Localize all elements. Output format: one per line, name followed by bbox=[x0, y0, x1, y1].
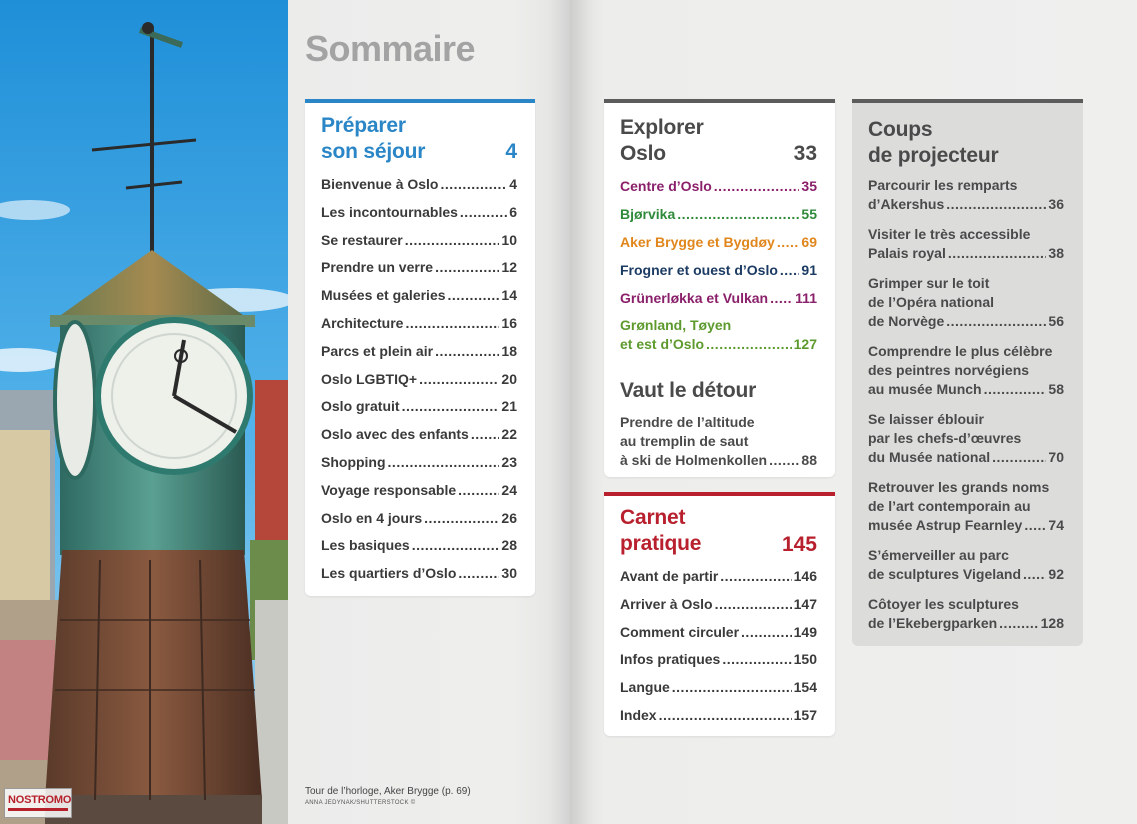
entry-label: Bienvenue à Oslo bbox=[321, 176, 439, 192]
toc-entry[interactable] bbox=[620, 568, 817, 584]
entry-page: 150 bbox=[793, 651, 817, 668]
toc-entry[interactable]: Côtoyer les sculptures de l’Ekebergparken ..... 128 bbox=[868, 595, 1064, 633]
section-page: 4 bbox=[505, 140, 517, 163]
entry-page: 157 bbox=[793, 707, 817, 723]
entry-page: 91 bbox=[801, 262, 817, 278]
section-title: Préparer son séjour bbox=[321, 114, 426, 163]
entry-label: Les incontournables bbox=[321, 203, 458, 220]
entry-page: 14 bbox=[501, 287, 517, 304]
toc-entry[interactable] bbox=[620, 651, 817, 667]
toc-entry[interactable] bbox=[321, 482, 517, 498]
toc-entry[interactable] bbox=[321, 454, 517, 470]
toc-entry[interactable] bbox=[620, 679, 817, 695]
toc-entry[interactable]: Comprendre le plus célèbre des peintres norvégiens au musée Munch ..... 58 bbox=[868, 342, 1064, 399]
toc-entry[interactable] bbox=[321, 510, 517, 526]
book-gutter bbox=[548, 0, 592, 824]
entry-page: 146 bbox=[793, 568, 817, 584]
entry-label: Parcs et plein air bbox=[321, 342, 434, 359]
photo-credit: ANNA JEDYNAK/SHUTTERSTOCK © bbox=[305, 800, 416, 806]
watermark-text: NOSTROMO bbox=[8, 794, 72, 806]
toc-entry[interactable]: Se laisser éblouir par les chefs-d’œuvres du Musée national ..... 70 bbox=[868, 410, 1064, 467]
entry-label: Index bbox=[620, 707, 657, 723]
section-title: Explorer Oslo bbox=[620, 116, 704, 165]
watermark-logo bbox=[4, 788, 72, 818]
section-preparer bbox=[305, 99, 535, 596]
toc-entry[interactable]: Parcourir les remparts d’Akershus ..... 36 bbox=[868, 176, 1064, 214]
toc-entry[interactable] bbox=[321, 537, 517, 553]
entry-label: Frogner et ouest d’Oslo bbox=[620, 262, 778, 278]
entry-page: 18 bbox=[501, 342, 517, 359]
toc-entry[interactable] bbox=[321, 287, 517, 303]
entry-label: Prendre un verre bbox=[321, 259, 434, 276]
detour-title: Vaut le détour bbox=[620, 379, 757, 402]
entry-page: 154 bbox=[793, 679, 817, 696]
toc-entry[interactable] bbox=[321, 176, 517, 192]
entry-label: Langue bbox=[620, 679, 670, 696]
entry-label: Comment circuler bbox=[620, 623, 740, 640]
toc-entry[interactable] bbox=[321, 565, 517, 581]
entry-label: Les quartiers d’Oslo bbox=[321, 565, 457, 582]
toc-entry[interactable]: Grønland, Tøyen et est d’Oslo ..... 127 bbox=[620, 316, 817, 354]
entry-page: 147 bbox=[793, 595, 817, 612]
toc-entry[interactable] bbox=[620, 206, 817, 222]
section-carnet bbox=[604, 492, 835, 736]
toc-entry[interactable] bbox=[620, 624, 817, 640]
section-coups bbox=[852, 99, 1083, 646]
entry-page: 16 bbox=[501, 315, 517, 331]
toc-entry[interactable] bbox=[321, 259, 517, 275]
entry-page: 24 bbox=[501, 481, 517, 498]
entry-label: Musées et galeries bbox=[321, 287, 446, 304]
toc-entry[interactable] bbox=[620, 707, 817, 723]
section-title: Carnet pratique bbox=[620, 506, 702, 555]
entry-page: 12 bbox=[501, 259, 517, 276]
toc-entry[interactable] bbox=[321, 371, 517, 387]
section-page: 33 bbox=[793, 142, 817, 165]
entry-label: Oslo avec des enfants bbox=[321, 426, 469, 443]
clock-tower-photo bbox=[0, 0, 288, 824]
toc-entry[interactable] bbox=[620, 178, 817, 194]
entry-page: 23 bbox=[501, 454, 517, 470]
entry-label: Voyage responsable bbox=[321, 481, 457, 498]
section-title: Coups de projecteur bbox=[868, 118, 999, 167]
toc-entry[interactable] bbox=[620, 262, 817, 278]
toc-entry[interactable] bbox=[321, 315, 517, 331]
toc-entry[interactable] bbox=[321, 398, 517, 414]
entry-label: Centre d’Oslo bbox=[620, 178, 712, 194]
entry-page: 6 bbox=[509, 203, 517, 220]
section-page: 145 bbox=[781, 533, 817, 556]
entry-page: 69 bbox=[801, 234, 817, 250]
entry-label: Oslo gratuit bbox=[321, 398, 400, 415]
toc-entry[interactable] bbox=[620, 290, 817, 306]
entry-label: Bjørvika bbox=[620, 206, 676, 222]
toc-entry[interactable]: S’émerveiller au parc de sculptures Vigeland ..... 92 bbox=[868, 546, 1064, 584]
entry-label: Se restaurer bbox=[321, 231, 403, 248]
page-title: Sommaire bbox=[305, 28, 476, 69]
toc-entry[interactable] bbox=[620, 234, 817, 250]
toc-entry[interactable]: Prendre de l’altitude au tremplin de saut à ski de Holmenkollen ..... 88 bbox=[620, 413, 817, 470]
entry-label: Infos pratiques bbox=[620, 651, 721, 668]
toc-entry[interactable]: Visiter le très accessible Palais royal ..... 38 bbox=[868, 225, 1064, 263]
entry-page: 26 bbox=[501, 509, 517, 526]
entry-label: Les basiques bbox=[321, 537, 410, 554]
entry-label: Aker Brygge et Bygdøy bbox=[620, 234, 775, 250]
entry-page: 30 bbox=[501, 565, 517, 582]
entry-page: 21 bbox=[501, 398, 517, 415]
entry-page: 4 bbox=[509, 176, 517, 192]
toc-entry[interactable] bbox=[321, 426, 517, 442]
section-explorer bbox=[604, 99, 835, 477]
entry-page: 22 bbox=[501, 426, 517, 443]
entry-label: Grünerløkka et Vulkan bbox=[620, 290, 769, 306]
toc-entry[interactable]: Grimper sur le toit de l’Opéra national de Norvège ..... 56 bbox=[868, 274, 1064, 331]
entry-page: 55 bbox=[801, 206, 817, 222]
photo-caption: Tour de l’horloge, Aker Brygge (p. 69) bbox=[305, 786, 471, 797]
entry-page: 10 bbox=[501, 231, 517, 248]
entry-label: Shopping bbox=[321, 454, 386, 470]
entry-label: Avant de partir bbox=[620, 568, 719, 584]
toc-entry[interactable] bbox=[321, 232, 517, 248]
entry-label: Oslo LGBTIQ+ bbox=[321, 370, 418, 387]
entry-page: 20 bbox=[501, 370, 517, 387]
toc-entry[interactable] bbox=[321, 343, 517, 359]
entry-label: Architecture bbox=[321, 315, 404, 331]
entry-page: 28 bbox=[501, 537, 517, 554]
entry-page: 149 bbox=[793, 623, 817, 640]
toc-entry[interactable]: Retrouver les grands noms de l’art contemporain au musée Astrup Fearnley ..... 74 bbox=[868, 478, 1064, 535]
entry-page: 35 bbox=[801, 178, 817, 194]
toc-entry[interactable] bbox=[620, 596, 817, 612]
entry-page: 111 bbox=[795, 290, 817, 306]
entry-label: Arriver à Oslo bbox=[620, 595, 713, 612]
entry-label: Oslo en 4 jours bbox=[321, 509, 423, 526]
toc-entry[interactable] bbox=[321, 204, 517, 220]
